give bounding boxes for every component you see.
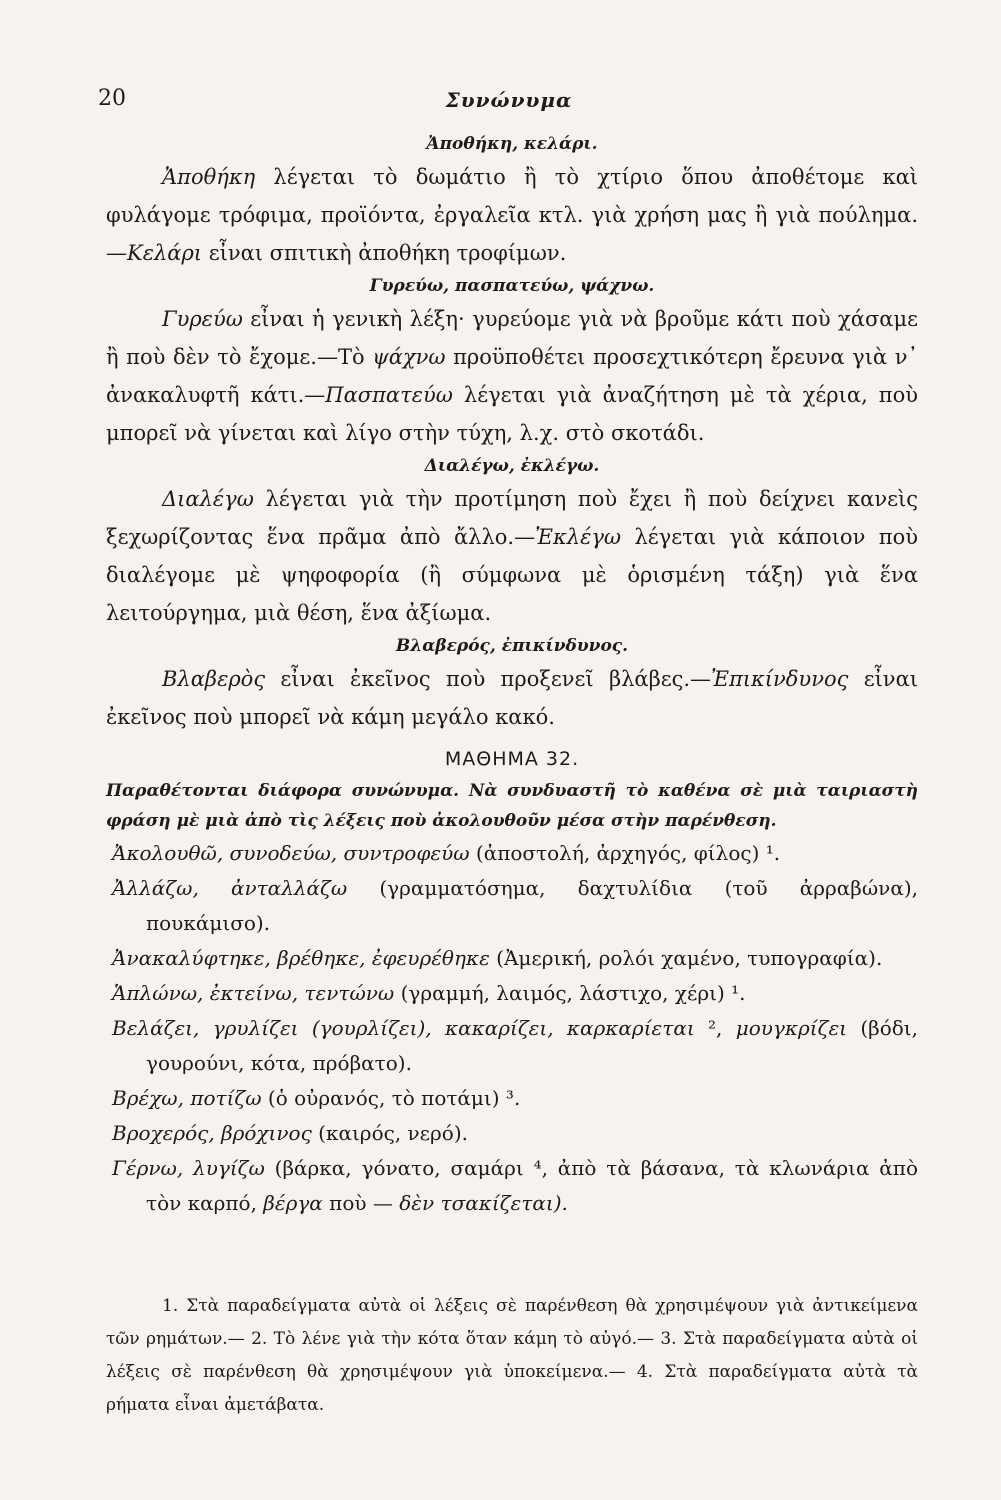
italic-term: Κελάρι: [127, 241, 203, 265]
italic-term: Γέρνω, λυγίζω: [112, 1156, 265, 1180]
italic-term: Πασπατεύω: [325, 383, 453, 407]
italic-term: βέργα: [263, 1191, 323, 1215]
lesson-instruction: Παραθέτονται διάφορα συνώνυμα. Νὰ συνδυαστῆ τὸ καθένα σὲ μιὰ ταιριαστὴ φράση μὲ μιὰ ἀπὸ τὶς λέξεις ποὺ ἀκολουθοῦν μέσα στὴν παρένθεση.: [106, 781, 918, 831]
italic-term: Ἀλλάζω, ἀνταλλάζω: [112, 876, 348, 900]
page-header: [98, 86, 920, 116]
italic-term: ψάχνω: [372, 345, 446, 369]
section-heading: Διαλέγω, ἐκλέγω.: [424, 456, 600, 476]
italic-term: Ἁπλώνω, ἐκτείνω, τεντώνω: [112, 981, 395, 1005]
italic-term: Βρέχω, ποτίζω: [112, 1086, 262, 1110]
italic-term: Διαλέγω: [162, 487, 254, 511]
text-run: (Ἀμερική, ρολόι χαμένο, τυπογραφία).: [489, 946, 883, 970]
italic-term: Βελάζει, γρυλίζει (γουρλίζει), κακαρίζει, καρκαρίεται: [112, 1016, 695, 1040]
italic-term: Ἐκλέγω: [535, 525, 622, 549]
text-run: προϋποθέτει προσεχτικότερη ἔρευνα γιὰ ν᾿ ἀνακαλυφτῆ κάτι.—: [106, 345, 918, 407]
italic-term: μουγκρίζει: [735, 1016, 848, 1040]
exercise-entry: [106, 941, 918, 976]
text-run: λέγεται γιὰ τὴν προτίμηση ποὺ ἔχει ἢ ποὺ δείχνει κανεὶς ξεχωρίζοντας ἕνα πρᾶμα ἀπὸ ἄλλο.—: [106, 487, 918, 549]
section-heading: Γυρεύω, πασπατεύω, ψάχνω.: [369, 276, 655, 296]
text-run: ποὺ —: [322, 1191, 400, 1215]
exercise-entry: [106, 976, 918, 1011]
italic-term: Βροχερός, βρόχινος: [112, 1121, 312, 1145]
text-run: λέγεται τὸ δωμάτιο ἢ τὸ χτίριο ὅπου ἀποθέτομε καὶ φυλάγομε τρόφιμα, προϊόντα, ἐργαλεῖα κτλ. γιὰ χρήση μας ἢ γιὰ πούλημα.—: [106, 165, 918, 265]
exercise-entry: [106, 1151, 918, 1221]
text-run: (βάρκα, γόνατο, σαμάρι ⁴, ἀπὸ τὰ βάσανα, τὰ κλωνάρια ἀπὸ τὸν καρπό,: [146, 1156, 918, 1215]
exercise-entry: [106, 1116, 918, 1151]
exercise-entry: [106, 871, 918, 941]
exercise-entry: [106, 1011, 918, 1081]
exercise-entries: [106, 836, 918, 1221]
text-run: εἶναι ἐκεῖνος ποὺ προξενεῖ βλάβες.—: [265, 667, 712, 691]
lesson-title: ΜΑΘΗΜΑ 32.: [444, 748, 580, 770]
text-run: (βόδι, γουρούνι, κότα, πρόβατο).: [146, 1016, 918, 1075]
section-heading: Βλαβερός, ἐπικίνδυνος.: [395, 636, 629, 656]
exercise-entry: [106, 1081, 918, 1116]
section-paragraph: [106, 300, 918, 452]
page-body: [106, 130, 918, 1221]
italic-term: Ἀποθήκη: [162, 165, 256, 189]
text-run: ²,: [694, 1016, 736, 1040]
italic-term: Ἐπικίνδυνος: [711, 667, 849, 691]
footnotes: [106, 1290, 918, 1422]
section-paragraph: [106, 660, 918, 736]
footnote-text: 1. Στὰ παραδείγματα αὐτὰ οἱ λέξεις σὲ παρένθεση θὰ χρησιμέψουν γιὰ ἀντικείμενα τῶν ρημάτων.— 2. Τὸ λένε γιὰ τὴν κότα ὅταν κάμη τὸ αὐγό.— 3. Στὰ παραδείγματα αὐτὰ οἱ λέξεις σὲ παρένθεση θὰ χρησιμέψουν γιὰ ὑποκείμενα.— 4. Στὰ παραδείγματα αὐτὰ τὰ ρήματα εἶναι ἀμετάβατα.: [106, 1296, 918, 1415]
text-run: (ἀποστολή, ἀρχηγός, φίλος) ¹.: [469, 841, 781, 865]
italic-term: δὲν τσακίζεται).: [399, 1191, 568, 1215]
synonym-sections: [106, 130, 918, 736]
text-run: (γραμματόσημα, δαχτυλίδια (τοῦ ἀρραβώνα), πουκάμισο).: [146, 876, 919, 935]
italic-term: Ἀνακαλύφτηκε, βρέθηκε, ἐφευρέθηκε: [112, 946, 490, 970]
text-run: λέγεται γιὰ ἀναζήτηση μὲ τὰ χέρια, ποὺ μπορεῖ νὰ γίνεται καὶ λίγο στὴν τύχη, λ.χ. στὸ σκοτάδι.: [106, 383, 918, 445]
section-heading: Ἀποθήκη, κελάρι.: [426, 134, 598, 154]
text-run: εἶναι ἡ γενικὴ λέξη· γυρεύομε γιὰ νὰ βροῦμε κάτι ποὺ χάσαμε ἢ ποὺ δὲν τὸ ἔχομε.—Τὸ: [106, 307, 918, 369]
text-run: (καιρός, νερό).: [311, 1121, 468, 1145]
exercise-entry: [106, 836, 918, 871]
text-run: (ὁ οὐρανός, τὸ ποτάμι) ³.: [261, 1086, 521, 1110]
italic-term: Βλαβερὸς: [162, 667, 266, 691]
text-run: εἶναι ἐκεῖνος ποὺ μπορεῖ νὰ κάμη μεγάλο κακό.: [106, 667, 918, 729]
text-run: εἶναι σπιτικὴ ἀποθήκη τροφίμων.: [202, 241, 567, 265]
section-paragraph: [106, 158, 918, 272]
page-number: 20: [98, 86, 126, 111]
section-paragraph: [106, 480, 918, 632]
text-run: λέγεται γιὰ κάποιον ποὺ διαλέγομε μὲ ψηφοφορία (ἢ σύμφωνα μὲ ὁρισμένη τάξη) γιὰ ἕνα λειτούργημα, μιὰ θέση, ἕνα ἀξίωμα.: [106, 525, 918, 625]
italic-term: Ἀκολουθῶ, συνοδεύω, συντροφεύω: [112, 841, 470, 865]
italic-term: Γυρεύω: [162, 307, 243, 331]
text-run: (γραμμή, λαιμός, λάστιχο, χέρι) ¹.: [394, 981, 746, 1005]
running-title: Συνώνυμα: [445, 88, 573, 112]
